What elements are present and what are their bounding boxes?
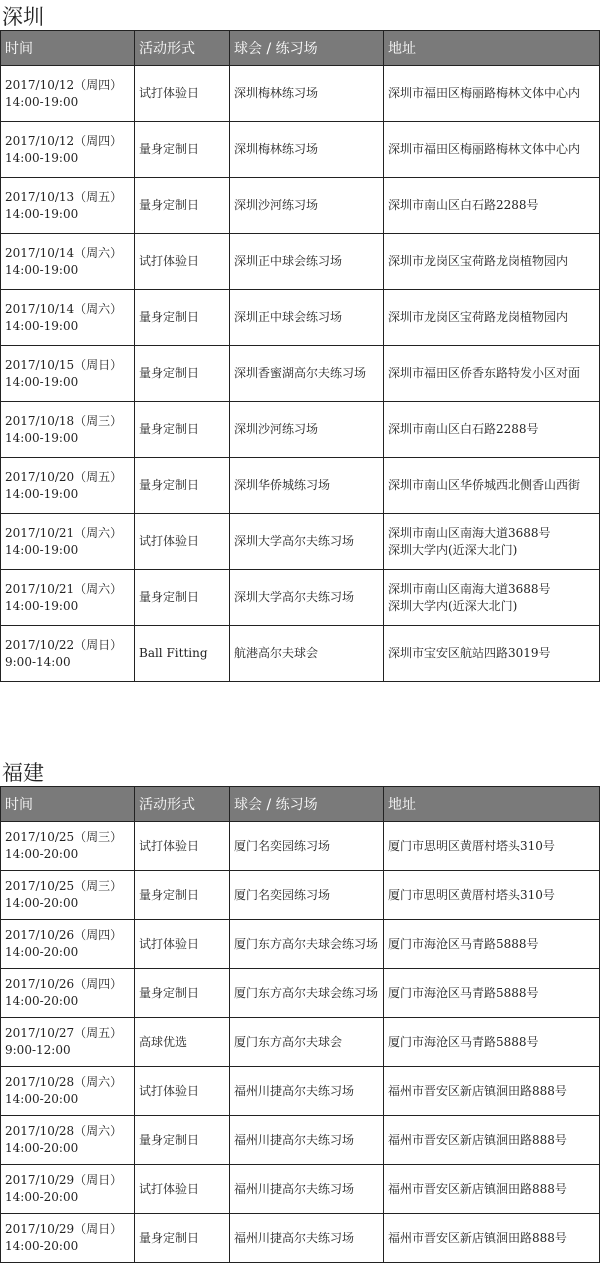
- section-title-fujian: 福建: [2, 761, 44, 785]
- cell-activity-form: 量身定制日: [135, 871, 230, 920]
- cell-activity-form: 试打体验日: [135, 234, 230, 290]
- cell-activity-form: 量身定制日: [135, 178, 230, 234]
- cell-activity-form: 量身定制日: [135, 122, 230, 178]
- header-address: 地址: [384, 31, 600, 66]
- cell-address: 深圳市福田区侨香东路特发小区对面: [384, 346, 600, 402]
- table-row: [1, 346, 600, 402]
- table-row: [1, 570, 600, 626]
- cell-time: 2017/10/28（周六） 14:00-20:00: [1, 1067, 135, 1116]
- cell-venue: 福州川捷高尔夫练习场: [230, 1116, 384, 1165]
- cell-time: 2017/10/14（周六） 14:00-19:00: [1, 290, 135, 346]
- cell-time: 2017/10/20（周五） 14:00-19:00: [1, 458, 135, 514]
- cell-venue: 深圳正中球会练习场: [230, 290, 384, 346]
- table-row: [1, 1067, 600, 1116]
- table-header-row: [1, 787, 600, 822]
- cell-activity-form: 量身定制日: [135, 402, 230, 458]
- cell-address: 深圳市宝安区航站四路3019号: [384, 626, 600, 682]
- cell-address: 福州市晋安区新店镇洄田路888号: [384, 1165, 600, 1214]
- cell-address: 厦门市思明区黄厝村塔头310号: [384, 822, 600, 871]
- cell-venue: 厦门名奕园练习场: [230, 871, 384, 920]
- cell-address: 深圳市南山区华侨城西北侧香山西街: [384, 458, 600, 514]
- cell-address: 厦门市海沧区马青路5888号: [384, 1018, 600, 1067]
- cell-activity-form: 量身定制日: [135, 1214, 230, 1263]
- table-row: [1, 1214, 600, 1263]
- cell-venue: 厦门东方高尔夫球会练习场: [230, 920, 384, 969]
- cell-venue: 厦门名奕园练习场: [230, 822, 384, 871]
- cell-time: 2017/10/25（周三） 14:00-20:00: [1, 822, 135, 871]
- table-row: [1, 871, 600, 920]
- cell-time: 2017/10/29（周日） 14:00-20:00: [1, 1214, 135, 1263]
- cell-activity-form: 量身定制日: [135, 570, 230, 626]
- cell-activity-form: 高球优选: [135, 1018, 230, 1067]
- header-time: 时间: [1, 787, 135, 822]
- cell-activity-form: 试打体验日: [135, 1067, 230, 1116]
- cell-venue: 深圳大学高尔夫练习场: [230, 514, 384, 570]
- cell-address: 福州市晋安区新店镇洄田路888号: [384, 1067, 600, 1116]
- cell-activity-form: Ball Fitting: [135, 626, 230, 682]
- table-row: [1, 66, 600, 122]
- cell-address: 深圳市福田区梅丽路梅林文体中心内: [384, 66, 600, 122]
- table-row: [1, 920, 600, 969]
- cell-time: 2017/10/29（周日） 14:00-20:00: [1, 1165, 135, 1214]
- table-row: [1, 458, 600, 514]
- table-row: [1, 402, 600, 458]
- cell-activity-form: 试打体验日: [135, 920, 230, 969]
- cell-time: 2017/10/12（周四） 14:00-19:00: [1, 122, 135, 178]
- cell-address: 深圳市南山区南海大道3688号 深圳大学内(近深大北门): [384, 570, 600, 626]
- cell-address: 福州市晋安区新店镇洄田路888号: [384, 1214, 600, 1263]
- cell-address: 厦门市海沧区马青路5888号: [384, 920, 600, 969]
- table-row: [1, 1165, 600, 1214]
- table-row: [1, 626, 600, 682]
- cell-activity-form: 量身定制日: [135, 290, 230, 346]
- cell-venue: 厦门东方高尔夫球会练习场: [230, 969, 384, 1018]
- cell-venue: 深圳正中球会练习场: [230, 234, 384, 290]
- cell-address: 深圳市南山区白石路2288号: [384, 402, 600, 458]
- cell-address: 深圳市龙岗区宝荷路龙岗植物园内: [384, 234, 600, 290]
- cell-time: 2017/10/28（周六） 14:00-20:00: [1, 1116, 135, 1165]
- cell-activity-form: 试打体验日: [135, 1165, 230, 1214]
- cell-venue: 深圳梅林练习场: [230, 66, 384, 122]
- cell-time: 2017/10/21（周六） 14:00-19:00: [1, 514, 135, 570]
- cell-address: 深圳市福田区梅丽路梅林文体中心内: [384, 122, 600, 178]
- schedule-table-shenzhen: [0, 30, 600, 682]
- cell-time: 2017/10/18（周三） 14:00-19:00: [1, 402, 135, 458]
- cell-venue: 深圳沙河练习场: [230, 178, 384, 234]
- section-title-shenzhen: 深圳: [2, 5, 44, 29]
- table-row: [1, 1018, 600, 1067]
- header-time: 时间: [1, 31, 135, 66]
- cell-activity-form: 量身定制日: [135, 1116, 230, 1165]
- header-activity-form: 活动形式: [135, 31, 230, 66]
- cell-address: 厦门市海沧区马青路5888号: [384, 969, 600, 1018]
- cell-time: 2017/10/12（周四） 14:00-19:00: [1, 66, 135, 122]
- cell-activity-form: 试打体验日: [135, 822, 230, 871]
- table-row: [1, 234, 600, 290]
- cell-activity-form: 量身定制日: [135, 346, 230, 402]
- cell-time: 2017/10/25（周三） 14:00-20:00: [1, 871, 135, 920]
- cell-time: 2017/10/15（周日） 14:00-19:00: [1, 346, 135, 402]
- cell-activity-form: 量身定制日: [135, 969, 230, 1018]
- header-activity-form: 活动形式: [135, 787, 230, 822]
- cell-time: 2017/10/21（周六） 14:00-19:00: [1, 570, 135, 626]
- cell-venue: 深圳华侨城练习场: [230, 458, 384, 514]
- header-venue: 球会 / 练习场: [230, 31, 384, 66]
- cell-time: 2017/10/13（周五） 14:00-19:00: [1, 178, 135, 234]
- table-row: [1, 514, 600, 570]
- cell-venue: 深圳香蜜湖高尔夫练习场: [230, 346, 384, 402]
- cell-venue: 航港高尔夫球会: [230, 626, 384, 682]
- table-row: [1, 1116, 600, 1165]
- cell-time: 2017/10/26（周四） 14:00-20:00: [1, 969, 135, 1018]
- header-address: 地址: [384, 787, 600, 822]
- cell-address: 厦门市思明区黄厝村塔头310号: [384, 871, 600, 920]
- cell-activity-form: 试打体验日: [135, 514, 230, 570]
- cell-activity-form: 试打体验日: [135, 66, 230, 122]
- cell-venue: 深圳梅林练习场: [230, 122, 384, 178]
- cell-venue: 福州川捷高尔夫练习场: [230, 1165, 384, 1214]
- table-row: [1, 290, 600, 346]
- cell-time: 2017/10/27（周五） 9:00-12:00: [1, 1018, 135, 1067]
- cell-address: 深圳市南山区白石路2288号: [384, 178, 600, 234]
- cell-venue: 福州川捷高尔夫练习场: [230, 1214, 384, 1263]
- cell-time: 2017/10/14（周六） 14:00-19:00: [1, 234, 135, 290]
- cell-venue: 深圳沙河练习场: [230, 402, 384, 458]
- cell-venue: 福州川捷高尔夫练习场: [230, 1067, 384, 1116]
- cell-venue: 厦门东方高尔夫球会: [230, 1018, 384, 1067]
- table-row: [1, 178, 600, 234]
- table-row: [1, 822, 600, 871]
- cell-time: 2017/10/26（周四） 14:00-20:00: [1, 920, 135, 969]
- table-row: [1, 122, 600, 178]
- cell-address: 深圳市龙岗区宝荷路龙岗植物园内: [384, 290, 600, 346]
- cell-activity-form: 量身定制日: [135, 458, 230, 514]
- schedule-table-fujian: [0, 786, 600, 1263]
- cell-time: 2017/10/22（周日） 9:00-14:00: [1, 626, 135, 682]
- table-row: [1, 969, 600, 1018]
- cell-venue: 深圳大学高尔夫练习场: [230, 570, 384, 626]
- cell-address: 福州市晋安区新店镇洄田路888号: [384, 1116, 600, 1165]
- table-header-row: [1, 31, 600, 66]
- cell-address: 深圳市南山区南海大道3688号 深圳大学内(近深大北门): [384, 514, 600, 570]
- header-venue: 球会 / 练习场: [230, 787, 384, 822]
